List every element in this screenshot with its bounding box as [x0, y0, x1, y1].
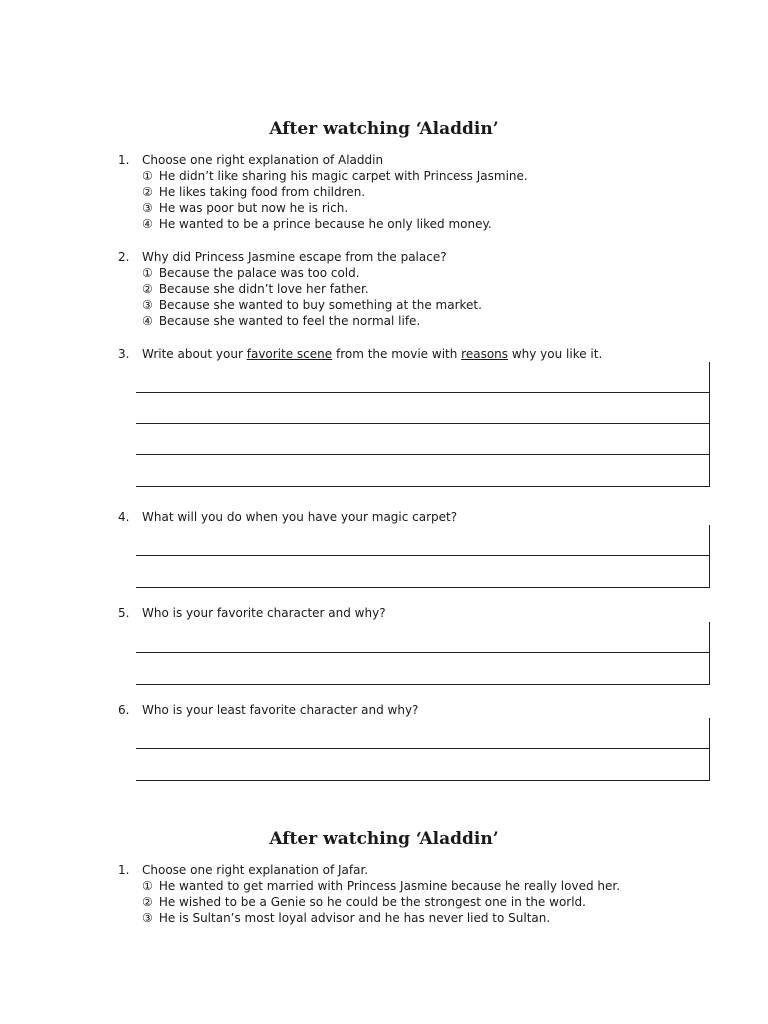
question-text: What will you do when you have your magic carpet?	[142, 510, 458, 524]
option-text: He didn’t like sharing his magic carpet with Princess Jasmine.	[158, 169, 528, 183]
option-marker: ①	[142, 169, 153, 183]
question-text: Who is your favorite character and why?	[142, 606, 386, 620]
option-marker: ①	[142, 266, 153, 280]
option-text: Because the palace was too cold.	[158, 266, 360, 280]
question-text-part: Write about your	[142, 347, 247, 361]
answer-line[interactable]	[136, 393, 709, 424]
question-text: Who is your least favorite character and why?	[142, 703, 419, 717]
option-text: He wanted to be a prince because he only liked money.	[158, 217, 492, 231]
question-text	[142, 346, 602, 362]
question-number: 6.	[118, 703, 130, 717]
answer-line[interactable]	[136, 424, 709, 455]
answer-line[interactable]	[136, 455, 709, 486]
question-number: 3.	[118, 347, 130, 361]
option-marker: ②	[142, 282, 153, 296]
question-text: Choose one right explanation of Aladdin	[142, 153, 384, 167]
question-text: Choose one right explanation of Jafar.	[142, 863, 369, 877]
underlined-phrase: favorite scene	[246, 347, 333, 361]
question-text-part: why you like it.	[508, 347, 603, 361]
option-marker: ②	[142, 185, 153, 199]
answer-lines-q5[interactable]	[136, 622, 710, 685]
answer-line[interactable]	[136, 525, 709, 556]
answer-line[interactable]	[136, 718, 709, 749]
answer-lines-q4[interactable]	[136, 525, 710, 588]
page-title: After watching ‘Aladdin’	[269, 119, 499, 139]
question-number: 4.	[118, 510, 130, 524]
option-text: He was poor but now he is rich.	[158, 201, 349, 215]
question-number: 5.	[118, 606, 130, 620]
option-text: He likes taking food from children.	[158, 185, 366, 199]
answer-lines-q6[interactable]	[136, 718, 710, 781]
option-marker: ④	[142, 217, 153, 231]
question-number: 1.	[118, 153, 130, 167]
answer-line[interactable]	[136, 362, 709, 393]
answer-lines-q3[interactable]	[136, 362, 710, 487]
option-text: He wanted to get married with Princess Jasmine because he really loved her.	[158, 879, 621, 893]
answer-line[interactable]	[136, 556, 709, 587]
option-text: He is Sultan’s most loyal advisor and he has never lied to Sultan.	[158, 911, 551, 925]
page-title: After watching ‘Aladdin’	[269, 829, 499, 849]
option-marker: ③	[142, 911, 153, 925]
underlined-phrase: reasons	[461, 347, 509, 361]
answer-line[interactable]	[136, 622, 709, 653]
option-marker: ③	[142, 201, 153, 215]
answer-line[interactable]	[136, 653, 709, 684]
option-text: Because she wanted to feel the normal life.	[158, 314, 421, 328]
answer-line[interactable]	[136, 749, 709, 780]
question-number: 1.	[118, 863, 130, 877]
option-marker: ④	[142, 314, 153, 328]
option-text: Because she didn’t love her father.	[158, 282, 369, 296]
option-text: Because she wanted to buy something at the market.	[158, 298, 482, 312]
question-number: 2.	[118, 250, 130, 264]
option-marker: ②	[142, 895, 153, 909]
option-marker: ③	[142, 298, 153, 312]
question-text: Why did Princess Jasmine escape from the palace?	[142, 250, 447, 264]
question-text-part: from the movie with	[332, 347, 462, 361]
option-text: He wished to be a Genie so he could be the strongest one in the world.	[158, 895, 586, 909]
option-marker: ①	[142, 879, 153, 893]
